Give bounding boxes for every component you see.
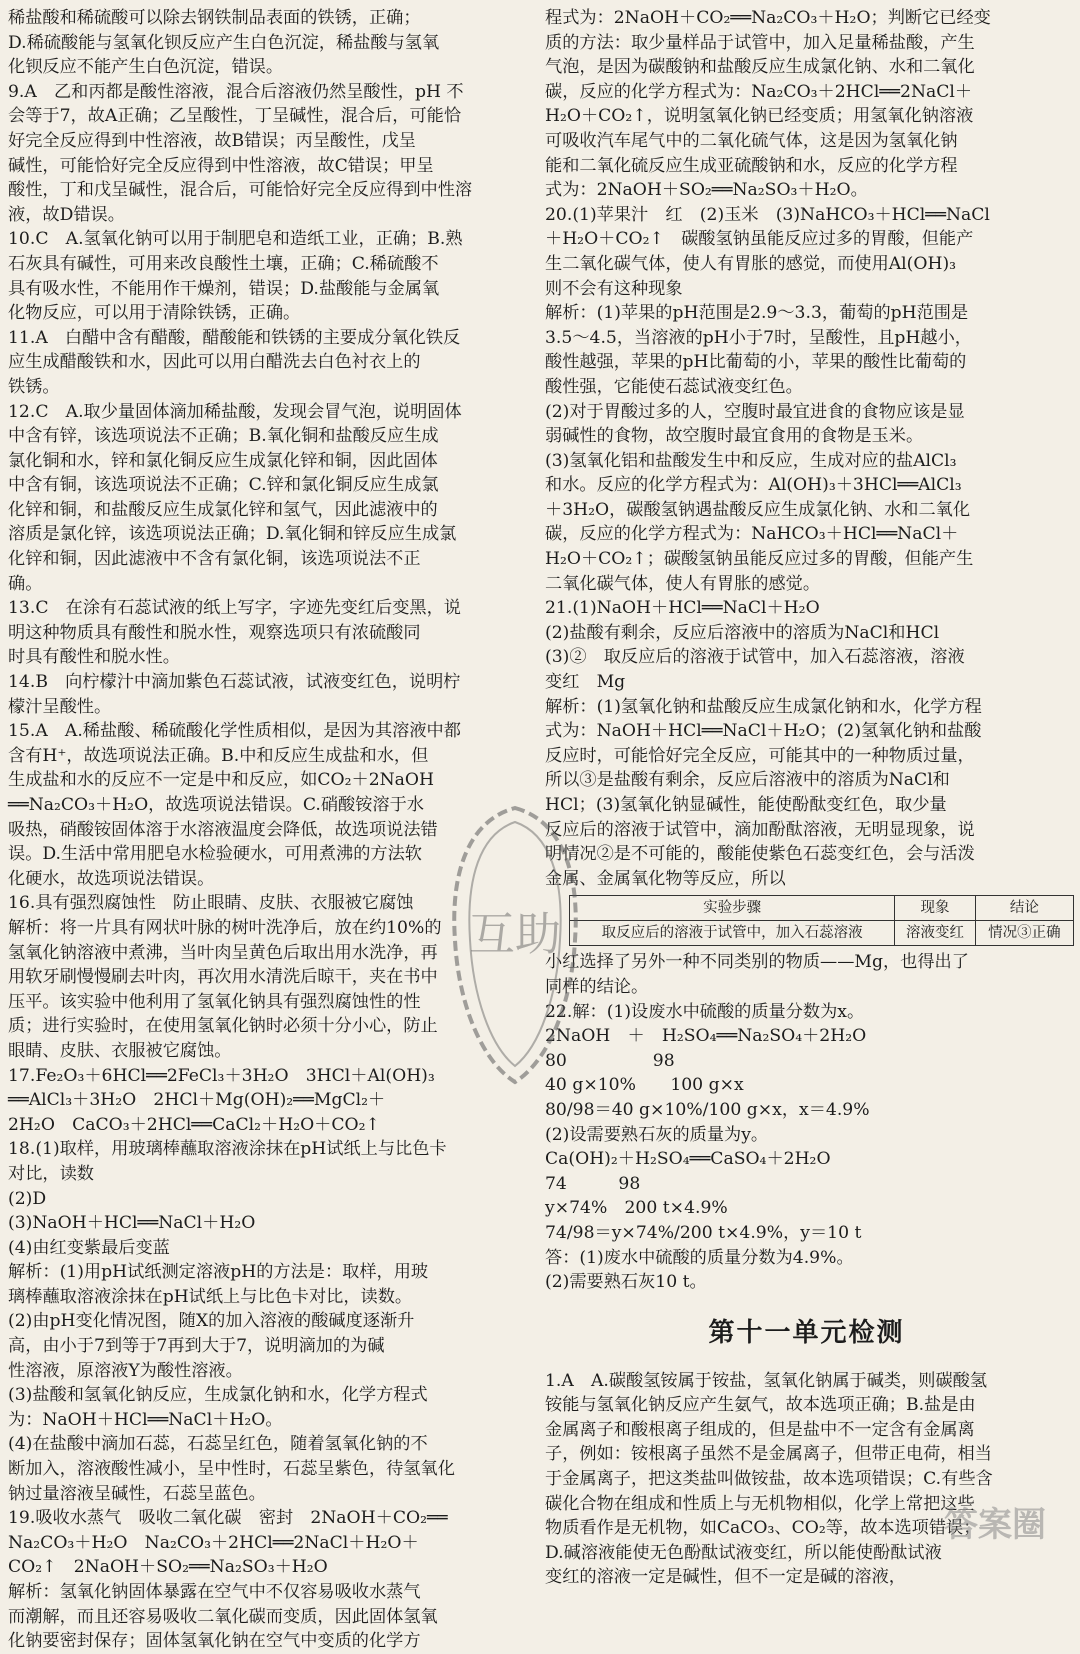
text-line: 石灰具有碱性，可用来改良酸性土壤，正确；C.稀硫酸不: [8, 253, 439, 274]
text-line: 17.Fe₂O₃＋6HCl══2FeCl₃＋3H₂O 3HCl＋Al(OH)₃: [8, 1065, 435, 1086]
text-line: (3)盐酸和氢氧化钠反应，生成氯化钠和水，化学方程式: [8, 1385, 428, 1406]
text-line: 子，例如：铵根离子虽然不是金属离子，但带正电荷，相当: [545, 1444, 992, 1465]
text-line: 明情况②是不可能的，酸能使紫色石蕊变红色，会与活泼: [545, 844, 975, 865]
text-line: 氢氧化钠溶液中煮沸，当叶肉呈黄色后取出用水洗净，再: [8, 942, 438, 963]
text-line: 9.A 乙和丙都是酸性溶液，混合后溶液仍然呈酸性，pH 不: [8, 81, 464, 102]
text-line: 液，故D错误。: [8, 204, 125, 225]
text-line: 反应时，可能恰好完全反应，可能其中的一种物质过量，: [545, 745, 975, 766]
table-cell: 情况③正确: [975, 921, 1073, 946]
text-line: (2)D: [8, 1188, 47, 1209]
text-line: CO₂↑ 2NaOH＋SO₂══Na₂SO₃＋H₂O: [8, 1557, 328, 1578]
text-line: 13.C 在涂有石蕊试液的纸上写字，字迹先变红后变黑，说: [8, 598, 461, 619]
text-line: 2H₂O CaCO₃＋2HCl══CaCl₂＋H₂O＋CO₂↑: [8, 1114, 380, 1135]
text-line: 20.(1)苹果汁 红 (2)玉米 (3)NaHCO₃＋HCl══NaCl: [545, 204, 990, 225]
text-line: 用软牙刷慢慢刷去叶肉，再次用水清洗后晾干，夹在书中: [8, 967, 438, 988]
text-line: 吸热，硝酸铵固体溶于水溶液温度会降低，故选项说法错: [8, 819, 438, 840]
text-line: 15.A A.稀盐酸、稀硫酸化学性质相似，是因为其溶液中都: [8, 721, 461, 742]
text-line: (4)在盐酸中滴加石蕊，石蕊呈红色，随着氢氧化钠的不: [8, 1434, 428, 1455]
text-line: 铵能与氢氧化钠反应产生氨气，故本选项正确；B.盐是由: [545, 1395, 976, 1416]
watermark-text: 答案圈: [944, 1505, 1046, 1545]
text-line: 高，由小于7到等于7再到大于7，说明滴加的为碱: [8, 1336, 385, 1357]
text-line: 40 g×10% 100 g×x: [545, 1075, 744, 1096]
table-header: 结论: [975, 896, 1073, 921]
text-line: 解析：(1)氢氧化钠和盐酸反应生成氯化钠和水，化学方程: [545, 696, 982, 717]
text-line: 10.C A.氢氧化钠可以用于制肥皂和造纸工业，正确；B.熟: [8, 229, 463, 250]
text-line: 好完全反应得到中性溶液，故B错误；丙呈酸性，戊呈: [8, 130, 416, 151]
text-line: (4)由红变紫最后变蓝: [8, 1237, 170, 1258]
text-line: (2)盐酸有剩余，反应后溶液中的溶质为NaCl和HCl: [545, 622, 940, 643]
text-line: 碱性，可能恰好完全反应得到中性溶液，故C错误；甲呈: [8, 155, 434, 176]
text-line: 断加入，溶液酸性减小，呈中性时，石蕊呈紫色，待氢氧化: [8, 1459, 455, 1480]
text-line: 能和二氧化硫反应生成亚硫酸钠和水，反应的化学方程: [545, 155, 958, 176]
text-line: 碳化合物在组成和性质上与无机物相似，化学上常把这些: [545, 1493, 975, 1514]
text-line: 对比，读数: [8, 1163, 94, 1184]
text-line: 80/98＝40 g×10%/100 g×x，x＝4.9%: [545, 1099, 870, 1120]
text-line: (3)② 取反应后的溶液于试管中，加入石蕊溶液，溶液: [545, 647, 965, 668]
text-line: 式为：NaOH＋HCl══NaCl＋H₂O；(2)氢氧化钠和盐酸: [545, 721, 982, 742]
text-line: 80 98: [545, 1050, 675, 1071]
text-line: 眼睛、皮肤、衣服被它腐蚀。: [8, 1040, 232, 1061]
text-line: 金属离子和酸根离子组成的，但是盐中不一定含有金属离: [545, 1419, 975, 1440]
text-line: 化硬水，故选项说法错误。: [8, 868, 215, 889]
text-line: 二氧化碳气体，使人有胃胀的感觉。: [545, 573, 821, 594]
table-header: 现象: [895, 896, 976, 921]
text-line: 可吸收汽车尾气中的二氧化硫气体，这是因为氢氧化钠: [545, 130, 958, 151]
text-line: 确。: [8, 573, 43, 594]
text-line: 化锌和铜，和盐酸反应生成氯化锌和氢气，因此滤液中的: [8, 499, 438, 520]
text-line: 时具有酸性和脱水性。: [8, 647, 180, 668]
text-line: 16.具有强烈腐蚀性 防止眼睛、皮肤、衣服被它腐蚀: [8, 893, 414, 914]
text-line: (2)需要熟石灰10 t。: [545, 1272, 707, 1293]
text-line: 酸性越强，苹果的pH比葡萄的小，苹果的酸性比葡萄的: [545, 352, 967, 373]
text-line: 酸性，丁和戊呈碱性，混合后，可能恰好完全反应得到中性溶: [8, 180, 473, 201]
experiment-table: [569, 895, 1074, 946]
text-line: 式为：2NaOH＋SO₂══Na₂SO₃＋H₂O。: [545, 180, 868, 201]
text-line: 中含有锌，该选项说法不正确；B.氧化铜和盐酸反应生成: [8, 426, 439, 447]
unit-title: 第十一单元检测: [708, 1317, 905, 1348]
text-line: 钠过量溶液呈碱性，石蕊呈蓝色。: [8, 1483, 266, 1504]
text-line: ＋3H₂O，碳酸氢钠遇盐酸反应生成氯化钠、水和二氧化: [545, 499, 971, 520]
text-line: 化锌和铜，因此滤液中不含有氯化铜，该选项说法不正: [8, 549, 421, 570]
table-header: 实验步骤: [570, 896, 895, 921]
table-cell: 溶液变红: [895, 921, 976, 946]
text-line: 2NaOH ＋ H₂SO₄══Na₂SO₄＋2H₂O: [545, 1026, 867, 1047]
stamp-text: 互助: [469, 907, 561, 961]
text-line: 生成盐和水的反应不一定是中和反应，如CO₂＋2NaOH: [8, 770, 434, 791]
text-line: 应生成醋酸铁和水，因此可以用白醋洗去白色衬衣上的: [8, 352, 421, 373]
text-line: 具有吸水性，不能用作干燥剂，错误；D.盐酸能与金属氧: [8, 278, 440, 299]
right-part-c: [545, 1369, 1068, 1590]
text-line: (2)由pH变化情况图，随X的加入溶液的酸碱度逐渐升: [8, 1311, 415, 1332]
text-line: 74/98＝y×74%/200 t×4.9%，y＝10 t: [545, 1222, 862, 1243]
text-line: 和水。反应的化学方程式为：Al(OH)₃＋3HCl══AlCl₃: [545, 475, 962, 496]
text-line: 中含有铜，该选项说法不正确；C.锌和氯化铜反应生成氯: [8, 475, 439, 496]
text-line: 3.5～4.5，当溶液的pH小于7时，呈酸性，且pH越小，: [545, 327, 972, 348]
text-line: 解析：氢氧化钠固体暴露在空气中不仅容易吸收水蒸气: [8, 1582, 421, 1602]
text-line: 物质看作是无机物，如CaCO₃、CO₂等，故本选项错误；: [545, 1518, 981, 1539]
text-line: 74 98: [545, 1173, 641, 1194]
text-line: H₂O＋CO₂↑；碳酸氢钠虽能反应过多的胃酸，但能产生: [545, 549, 974, 570]
text-line: D.稀硫酸能与氢氧化钡反应产生白色沉淀，稀盐酸与氢氧: [8, 32, 440, 53]
text-line: 于金属离子，把这类盐叫做铵盐，故本选项错误；C.有些含: [545, 1469, 993, 1490]
text-line: (3)NaOH＋HCl══NaCl＋H₂O: [8, 1213, 256, 1234]
text-line: (3)氢氧化铝和盐酸发生中和反应，生成对应的盐AlCl₃: [545, 450, 957, 471]
right-part-a: [545, 6, 1068, 891]
text-line: (2)对于胃酸过多的人，空腹时最宜进食的食物应该是显: [545, 401, 965, 422]
text-line: 会等于7，故A正确；乙呈酸性，丁呈碱性，混合后，可能恰: [8, 106, 462, 127]
text-line: 碳，反应的化学方程式为：NaHCO₃＋HCl══NaCl＋: [545, 524, 959, 545]
text-line: 所以③是盐酸有剩余，反应后溶液中的溶质为NaCl和: [545, 770, 950, 791]
right-part-b: [545, 950, 1068, 1294]
text-line: 明这种物质具有酸性和脱水性，观察选项只有浓硫酸同: [8, 622, 421, 643]
text-line: 同样的结论。: [545, 976, 649, 997]
table-header-row: [570, 896, 1074, 921]
text-line: 变红的溶液一定是碱性，但不一定是碱的溶液，: [545, 1567, 906, 1588]
text-line: 11.A 白醋中含有醋酸，醋酸能和铁锈的主要成分氧化铁反: [8, 327, 461, 348]
text-line: 含有H⁺，故选项说法正确。B.中和反应生成盐和水，但: [8, 745, 429, 766]
text-line: (2)设需要熟石灰的质量为y。: [545, 1124, 769, 1145]
text-line: y×74% 200 t×4.9%: [545, 1198, 728, 1219]
text-line: 解析：(1)用pH试纸测定溶液pH的方法是：取样，用玻: [8, 1262, 429, 1283]
text-line: Ca(OH)₂＋H₂SO₄══CaSO₄＋2H₂O: [545, 1149, 831, 1170]
text-line: 为：NaOH＋HCl══NaCl＋H₂O。: [8, 1409, 283, 1430]
text-line: 铁锈。: [8, 376, 60, 397]
text-line: 弱碱性的食物，故空腹时最宜食用的食物是玉米。: [545, 426, 924, 447]
text-line: ══Na₂CO₃＋H₂O，故选项说法错误。C.硝酸铵溶于水: [8, 795, 424, 815]
table-cell: 取反应后的溶液于试管中，加入石蕊溶液: [570, 921, 895, 946]
text-line: 化钠要密封保存；固体氢氧化钠在空气中变质的化学方: [8, 1631, 421, 1652]
text-line: 质；进行实验时，在使用氢氧化钠时必须十分小心，防止: [8, 1016, 438, 1037]
text-line: 压平。该实验中他利用了氢氧化钠具有强烈腐蚀性的性: [8, 991, 421, 1012]
left-column: [8, 6, 523, 1652]
text-line: 而潮解，而且还容易吸收二氧化碳而变质，因此固体氢氧: [8, 1606, 438, 1627]
text-line: 反应后的溶液于试管中，滴加酚酞溶液，无明显现象，说: [545, 819, 975, 840]
text-line: 金属、金属氧化物等反应，所以: [545, 868, 786, 889]
text-line: 稀盐酸和稀硫酸可以除去钢铁制品表面的铁锈，正确；: [8, 8, 421, 28]
text-line: 氯化铜和水，锌和氯化铜反应生成氯化锌和铜，因此固体: [8, 450, 438, 471]
text-line: 变红 Mg: [545, 672, 626, 693]
text-line: 程式为：2NaOH＋CO₂══Na₂CO₃＋H₂O；判断它已经变: [545, 8, 991, 28]
stamp-seal: [440, 800, 590, 1090]
text-line: 酸性强，它能使石蕊试液变红色。: [545, 376, 803, 397]
text-line: 解析：(1)苹果的pH范围是2.9～3.3，葡萄的pH范围是: [545, 303, 969, 324]
text-line: 22.解：(1)设废水中硫酸的质量分数为x。: [545, 1001, 865, 1022]
text-line: ══AlCl₃＋3H₂O 2HCl＋Mg(OH)₂══MgCl₂＋: [8, 1090, 386, 1111]
text-line: 14.B 向柠檬汁中滴加紫色石蕊试液，试液变红色，说明柠: [8, 672, 461, 693]
watermark-logo: [920, 1494, 1070, 1554]
text-line: 化物反应，可以用于清除铁锈，正确。: [8, 303, 301, 324]
text-line: 化钡反应不能产生白色沉淀，错误。: [8, 57, 284, 78]
right-column: [545, 6, 1068, 1588]
text-line: 21.(1)NaOH＋HCl══NaCl＋H₂O: [545, 598, 820, 619]
text-line: 解析：将一片具有网状叶脉的树叶洗净后，放在约10%的: [8, 917, 442, 938]
text-line: 生二氧化碳气体，使人有胃胀的感觉，而使用Al(OH)₃: [545, 253, 957, 274]
text-line: 檬汁呈酸性。: [8, 696, 112, 717]
text-line: 答：(1)废水中硫酸的质量分数为4.9%。: [545, 1247, 854, 1268]
text-line: HCl；(3)氢氧化钠显碱性，能使酚酞变红色，取少量: [545, 795, 947, 815]
text-line: D.碱溶液能使无色酚酞试液变红，所以能使酚酞试液: [545, 1542, 942, 1563]
text-line: 18.(1)取样，用玻璃棒蘸取溶液涂抹在pH试纸上与比色卡: [8, 1139, 447, 1160]
text-line: 12.C A.取少量固体滴加稀盐酸，发现会冒气泡，说明固体: [8, 401, 462, 422]
text-line: 性溶液，原溶液Y为酸性溶液。: [8, 1360, 243, 1381]
text-line: H₂O＋CO₂↑，说明氢氧化钠已经变质；用氢氧化钠溶液: [545, 106, 974, 127]
text-line: Na₂CO₃＋H₂O Na₂CO₃＋2HCl══2NaCl＋H₂O＋: [8, 1532, 419, 1553]
text-line: 小红选择了另外一种不同类别的物质——Mg，也得出了: [545, 952, 969, 973]
text-line: 质的方法：取少量样品于试管中，加入足量稀盐酸，产生: [545, 32, 975, 53]
text-line: 则不会有这种现象: [545, 278, 683, 299]
text-line: 误。D.生活中常用肥皂水检验硬水，可用煮沸的方法软: [8, 844, 422, 865]
text-line: 溶质是氯化锌，该选项说法正确；D.氧化铜和锌反应生成氯: [8, 524, 457, 545]
text-line: ＋H₂O＋CO₂↑ 碳酸氢钠虽能反应过多的胃酸，但能产: [545, 229, 974, 250]
text-line: 19.吸收水蒸气 吸收二氧化碳 密封 2NaOH＋CO₂══: [8, 1508, 448, 1529]
table-row: [570, 921, 1074, 946]
text-line: 碳，反应的化学方程式为：Na₂CO₃＋2HCl══2NaCl＋: [545, 81, 973, 102]
text-line: 气泡，是因为碳酸钠和盐酸反应生成氯化钠、水和二氧化: [545, 57, 975, 78]
text-line: 1.A A.碳酸氢铵属于铵盐，氢氧化钠属于碱类，则碳酸氢: [545, 1370, 988, 1391]
text-line: 璃棒蘸取溶液涂抹在pH试纸上与比色卡对比，读数。: [8, 1286, 413, 1307]
